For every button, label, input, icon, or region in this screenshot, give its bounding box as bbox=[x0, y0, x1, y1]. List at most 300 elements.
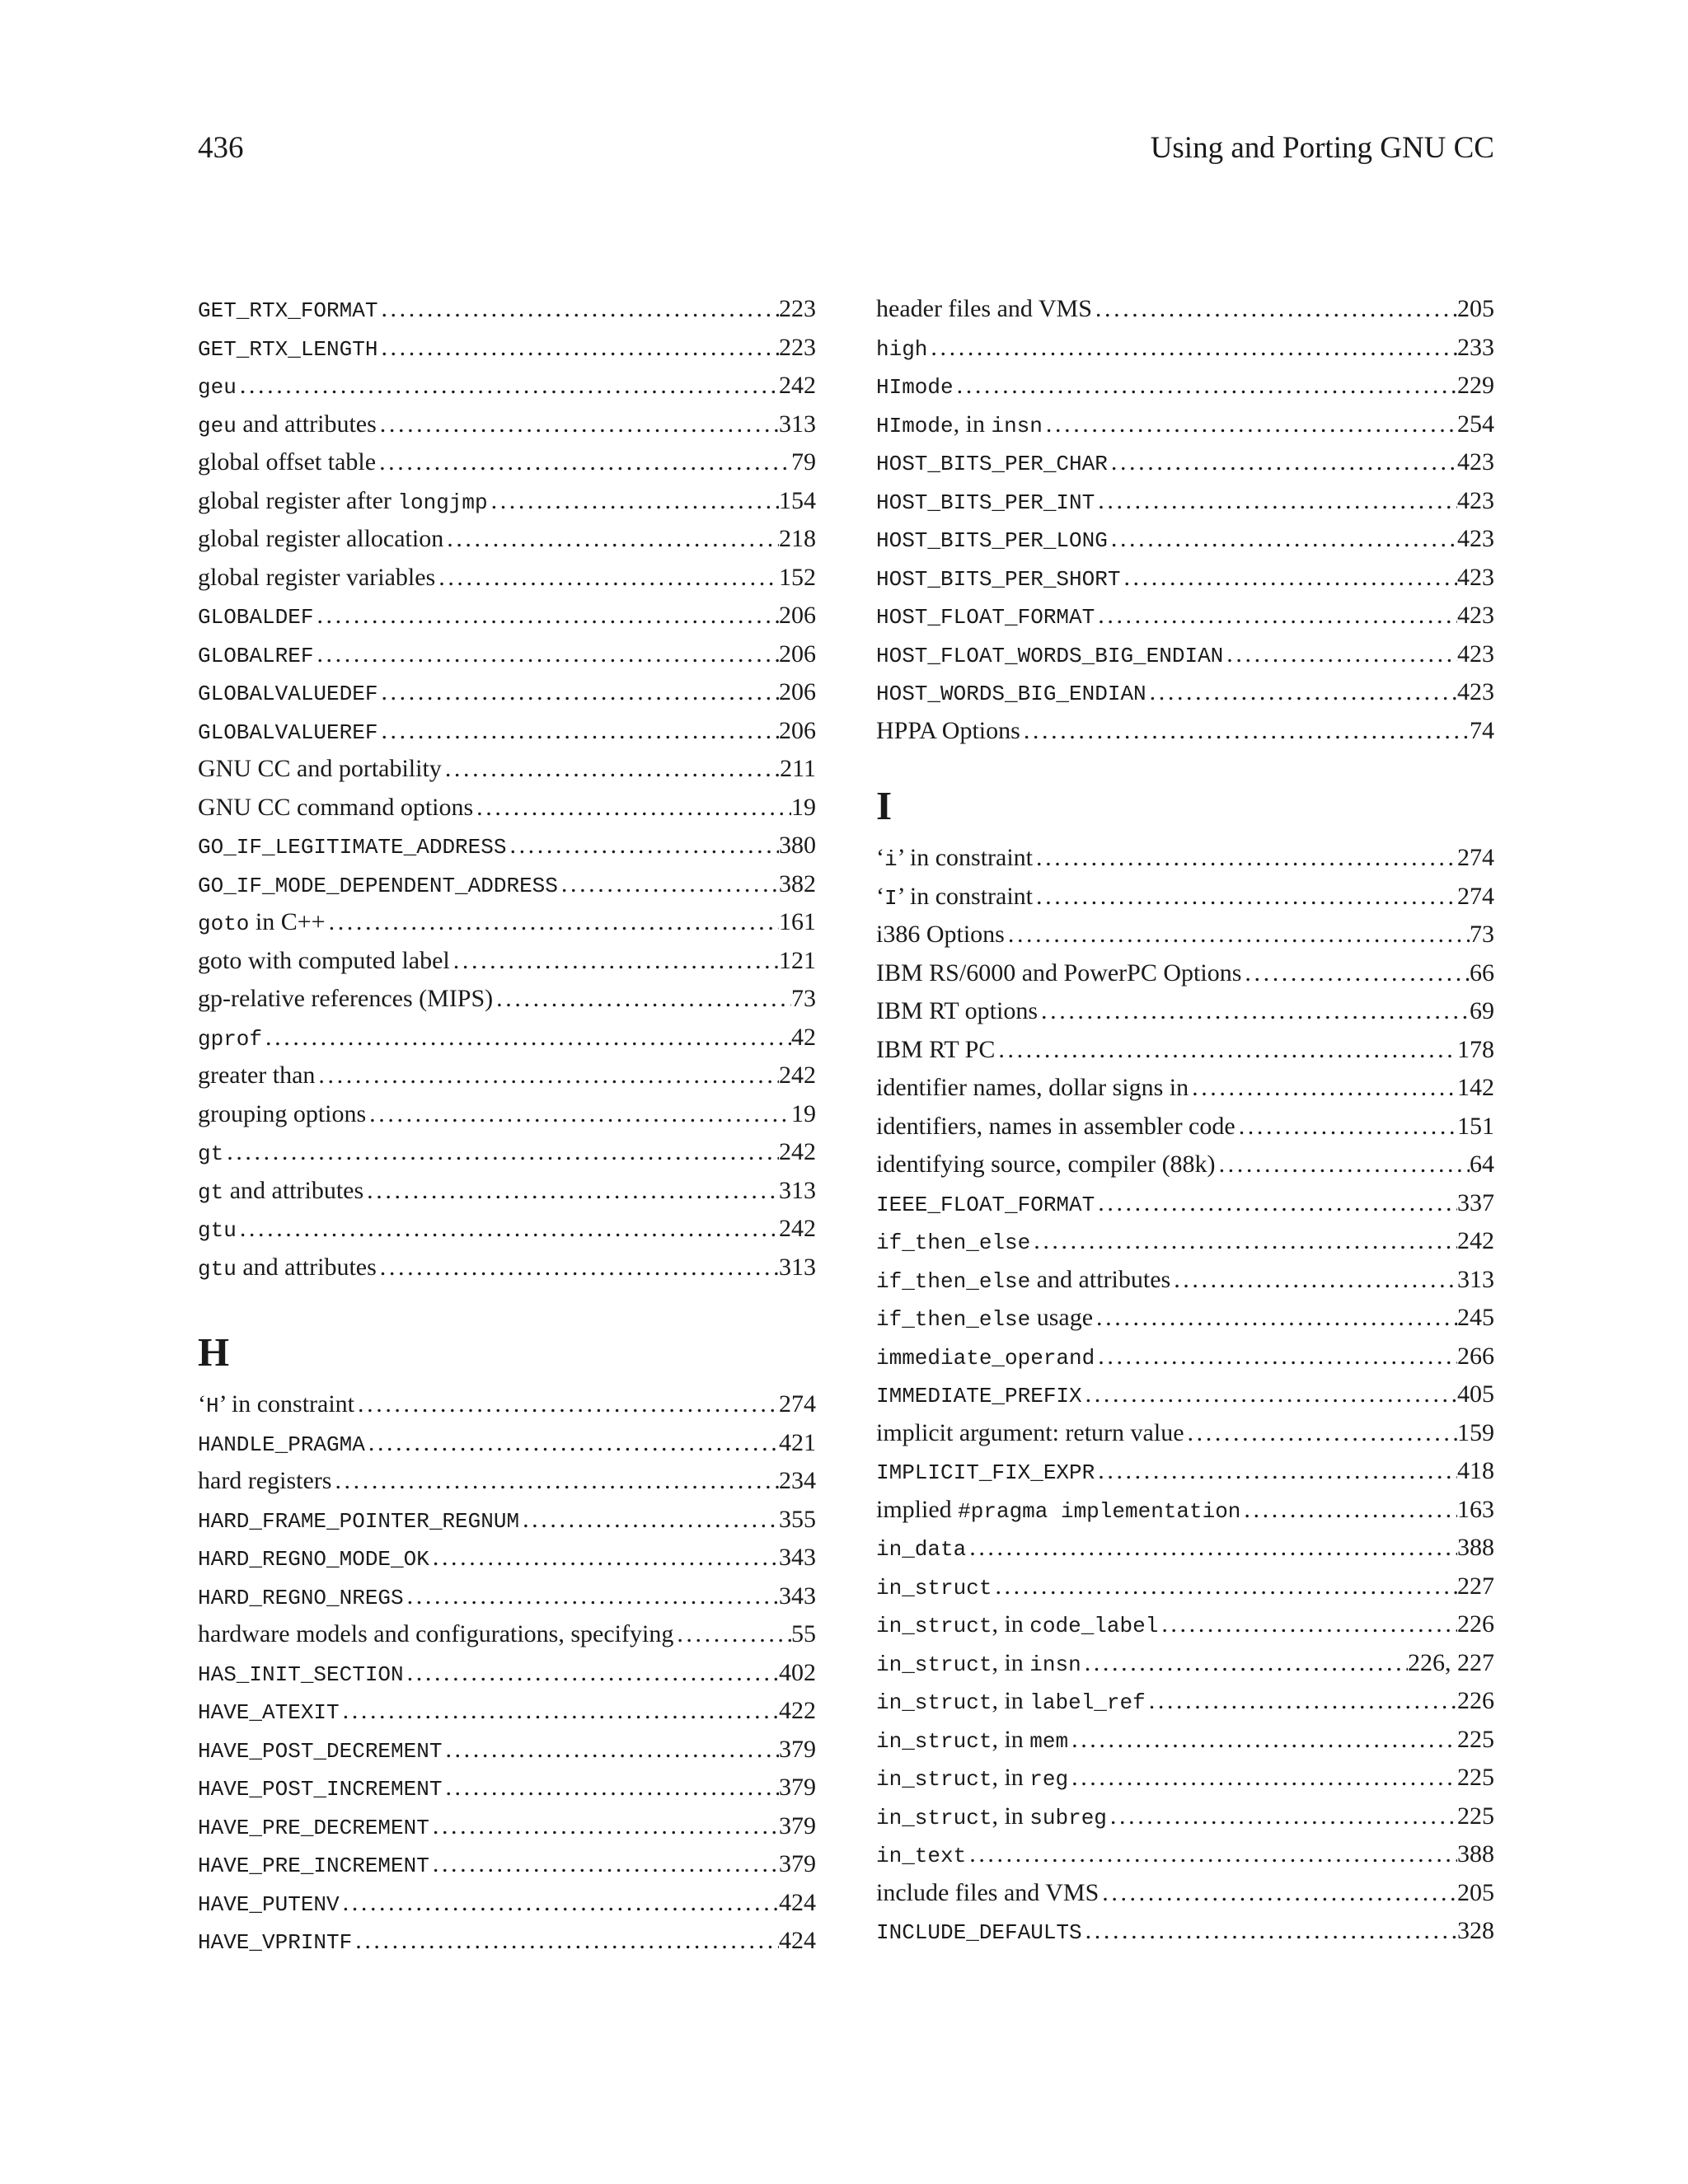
index-page-ref: 274 bbox=[1457, 882, 1494, 910]
dot-leader bbox=[1184, 1414, 1457, 1453]
index-term-text: in C++ bbox=[249, 908, 326, 935]
index-entry bbox=[198, 329, 816, 368]
dot-leader bbox=[1068, 1721, 1457, 1760]
index-term bbox=[198, 1807, 429, 1848]
index-term-code: in_struct bbox=[876, 1652, 992, 1677]
index-term-text: identifier names, dollar signs in bbox=[876, 1074, 1189, 1101]
index-term-text: ’ in constraint bbox=[897, 844, 1034, 871]
index-term-text: IBM RS/6000 and PowerPC Options bbox=[876, 958, 1242, 987]
index-term-code: longjmp bbox=[397, 490, 488, 515]
index-term bbox=[876, 878, 1033, 918]
index-page-ref: 234 bbox=[779, 1467, 816, 1494]
index-term bbox=[876, 1644, 1081, 1685]
index-term-text: , in bbox=[992, 1610, 1030, 1638]
index-entry bbox=[876, 1184, 1494, 1223]
dot-leader bbox=[450, 942, 779, 981]
index-entry bbox=[198, 827, 816, 865]
index-term-code: geu bbox=[198, 375, 237, 400]
dot-leader bbox=[365, 1424, 779, 1463]
index-page-ref: 405 bbox=[1457, 1380, 1494, 1408]
index-term-code: HARD_REGNO_NREGS bbox=[198, 1585, 404, 1610]
index-term bbox=[876, 1682, 1146, 1722]
index-entry bbox=[876, 1721, 1494, 1760]
index-term-text: GNU CC and portability bbox=[198, 755, 442, 782]
index-page-ref: 343 bbox=[779, 1544, 816, 1571]
index-entry bbox=[876, 1031, 1494, 1070]
index-term-text: greater than bbox=[198, 1062, 316, 1089]
dot-leader bbox=[340, 1692, 779, 1731]
index-page-ref: 159 bbox=[1457, 1418, 1494, 1446]
index-entry bbox=[198, 635, 816, 674]
index-term bbox=[198, 827, 506, 867]
index-term-text: global register after bbox=[198, 486, 398, 514]
dot-leader bbox=[377, 712, 779, 751]
index-page-ref: 42 bbox=[791, 1023, 816, 1051]
dot-leader bbox=[366, 1095, 791, 1134]
index-term bbox=[876, 992, 1038, 1031]
dot-leader bbox=[442, 1731, 779, 1769]
index-term-code: GET_RTX_LENGTH bbox=[198, 336, 378, 362]
dot-leader bbox=[519, 1501, 779, 1540]
index-term-text: ’ in constraint bbox=[218, 1390, 355, 1418]
dot-leader bbox=[443, 520, 779, 559]
index-term bbox=[198, 1133, 223, 1174]
index-term-code: HARD_REGNO_MODE_OK bbox=[198, 1547, 429, 1572]
index-term bbox=[198, 1615, 673, 1654]
index-term bbox=[876, 1759, 1068, 1799]
index-entry bbox=[876, 878, 1494, 916]
index-page-ref: 64 bbox=[1470, 1151, 1494, 1178]
index-term-code: HARD_FRAME_POINTER_REGNUM bbox=[198, 1508, 520, 1534]
index-term-text: hard registers bbox=[198, 1467, 332, 1494]
index-page-ref: 379 bbox=[779, 1850, 816, 1877]
index-entry bbox=[198, 1539, 816, 1577]
index-term-text: goto with computed label bbox=[198, 946, 450, 974]
index-term bbox=[876, 1414, 1184, 1453]
index-entry bbox=[876, 839, 1494, 878]
dot-leader bbox=[377, 1249, 779, 1287]
index-term bbox=[876, 1222, 1030, 1263]
index-page-ref: 151 bbox=[1457, 1112, 1494, 1140]
index-term bbox=[198, 1424, 365, 1465]
index-entry bbox=[876, 673, 1494, 712]
index-page-ref: 233 bbox=[1457, 333, 1494, 361]
index-term bbox=[876, 597, 1095, 637]
index-term bbox=[876, 1069, 1189, 1108]
index-term-code: HAVE_ATEXIT bbox=[198, 1700, 340, 1725]
section-letter-i: I bbox=[876, 783, 893, 828]
index-term bbox=[198, 1462, 331, 1501]
index-term-code: mem bbox=[1029, 1728, 1069, 1754]
index-term bbox=[876, 405, 1043, 446]
dot-leader bbox=[404, 1654, 779, 1693]
index-term bbox=[876, 1721, 1068, 1761]
dot-leader bbox=[326, 903, 779, 942]
dot-leader bbox=[1099, 1874, 1457, 1913]
index-term-text: HPPA Options bbox=[876, 716, 1020, 744]
index-page-ref: 388 bbox=[1457, 1534, 1494, 1561]
index-entry bbox=[198, 865, 816, 904]
index-term-code: HOST_BITS_PER_SHORT bbox=[876, 566, 1121, 592]
index-term-text: , in bbox=[992, 1648, 1030, 1676]
section-letter-h: H bbox=[198, 1329, 230, 1375]
index-entry bbox=[198, 443, 816, 482]
index-entry bbox=[198, 367, 816, 405]
index-term-text: header files and VMS bbox=[876, 295, 1092, 322]
dot-leader bbox=[1236, 1108, 1457, 1146]
index-entry bbox=[198, 482, 816, 521]
index-entry bbox=[876, 597, 1494, 635]
index-term bbox=[198, 1922, 352, 1962]
dot-leader bbox=[1107, 1797, 1457, 1836]
index-entry bbox=[198, 789, 816, 827]
dot-leader bbox=[354, 1385, 779, 1424]
index-page-ref: 225 bbox=[1457, 1802, 1494, 1830]
index-page-ref: 424 bbox=[779, 1927, 816, 1954]
index-entry bbox=[876, 1912, 1494, 1951]
index-column-right bbox=[876, 290, 1494, 1951]
index-page-ref: 229 bbox=[1457, 372, 1494, 399]
index-entry bbox=[198, 1731, 816, 1769]
index-entry bbox=[198, 942, 816, 981]
index-term-code: insn bbox=[1029, 1652, 1081, 1677]
index-page-ref: 313 bbox=[779, 1176, 816, 1204]
index-page-ref: 245 bbox=[1457, 1304, 1494, 1331]
index-term bbox=[876, 1108, 1236, 1146]
index-page-ref: 69 bbox=[1470, 997, 1494, 1024]
index-term bbox=[198, 1210, 237, 1250]
index-term bbox=[198, 290, 377, 330]
dot-leader bbox=[1082, 1912, 1457, 1951]
index-page-ref: 163 bbox=[1457, 1495, 1494, 1523]
index-page-ref: 178 bbox=[1457, 1035, 1494, 1063]
index-page-ref: 79 bbox=[791, 448, 816, 476]
index-term-code: I bbox=[884, 885, 898, 911]
index-term bbox=[198, 1539, 429, 1579]
index-entry bbox=[198, 1424, 816, 1463]
index-page-ref: 379 bbox=[779, 1735, 816, 1763]
dot-leader bbox=[442, 1769, 779, 1807]
index-term bbox=[876, 1146, 1216, 1184]
index-term-code: gt bbox=[198, 1179, 224, 1205]
dot-leader bbox=[1030, 1222, 1457, 1261]
index-term bbox=[876, 482, 1095, 523]
index-term-text: implicit argument: return value bbox=[876, 1418, 1184, 1446]
dot-leader bbox=[1033, 878, 1457, 916]
index-term bbox=[876, 673, 1146, 714]
index-entry bbox=[876, 1108, 1494, 1146]
index-page-ref: 422 bbox=[779, 1697, 816, 1724]
index-term-code: HAVE_PRE_DECREMENT bbox=[198, 1815, 429, 1840]
index-term-text: include files and VMS bbox=[876, 1878, 1100, 1906]
index-term bbox=[876, 1261, 1170, 1301]
dot-leader bbox=[377, 329, 779, 368]
index-entry bbox=[876, 443, 1494, 482]
index-page-ref: 254 bbox=[1457, 410, 1494, 438]
index-term-text: i386 Options bbox=[876, 921, 1005, 948]
dot-leader bbox=[363, 1172, 779, 1211]
index-term bbox=[198, 1884, 340, 1924]
index-entry bbox=[876, 1835, 1494, 1874]
index-page-ref: 423 bbox=[1457, 486, 1494, 514]
index-page-ref: 242 bbox=[779, 1215, 816, 1242]
book-title: Using and Porting GNU CC bbox=[1150, 131, 1494, 165]
dot-leader bbox=[1095, 597, 1457, 635]
index-page-ref: 152 bbox=[779, 563, 816, 591]
index-term-code: if_then_else bbox=[876, 1230, 1031, 1255]
index-page-ref: 242 bbox=[779, 372, 816, 399]
index-page-ref: 226 bbox=[1457, 1610, 1494, 1638]
index-entry bbox=[198, 1095, 816, 1134]
index-term-code: H bbox=[206, 1394, 219, 1418]
index-page-ref: 211 bbox=[780, 755, 816, 782]
index-page-ref: 328 bbox=[1457, 1917, 1494, 1944]
index-term bbox=[198, 1095, 366, 1134]
index-term-code: IMPLICIT_FIX_EXPR bbox=[876, 1460, 1095, 1485]
index-term bbox=[876, 559, 1120, 599]
index-term bbox=[198, 597, 313, 637]
dot-leader bbox=[1095, 1184, 1457, 1223]
index-entry bbox=[876, 367, 1494, 405]
index-term bbox=[198, 1654, 404, 1694]
index-term bbox=[198, 1501, 519, 1541]
index-term-text: , in bbox=[992, 1802, 1030, 1830]
index-term bbox=[876, 443, 1108, 484]
index-term bbox=[198, 673, 377, 714]
index-page-ref: 380 bbox=[779, 832, 816, 859]
index-term-code: HAVE_POST_INCREMENT bbox=[198, 1777, 443, 1802]
index-term-code: reg bbox=[1029, 1767, 1069, 1792]
index-term bbox=[876, 712, 1020, 751]
index-page-ref: 225 bbox=[1457, 1764, 1494, 1791]
index-term-code: goto bbox=[198, 912, 250, 936]
index-term-code: HAVE_POST_DECREMENT bbox=[198, 1738, 443, 1764]
index-term bbox=[198, 980, 493, 1019]
index-column-left bbox=[198, 290, 816, 1961]
dot-leader bbox=[1158, 1605, 1457, 1644]
index-term-text: , in bbox=[992, 1764, 1030, 1791]
index-page-ref: 423 bbox=[1457, 563, 1494, 591]
index-page-ref: 55 bbox=[791, 1620, 816, 1647]
index-page-ref: 218 bbox=[779, 525, 816, 552]
index-term-code: HAS_INIT_SECTION bbox=[198, 1661, 404, 1687]
page-number: 436 bbox=[198, 131, 244, 165]
index-entry bbox=[876, 1605, 1494, 1644]
dot-leader bbox=[954, 367, 1457, 405]
index-term-code: HOST_FLOAT_FORMAT bbox=[876, 605, 1095, 630]
index-term bbox=[198, 1019, 262, 1059]
index-term bbox=[876, 1797, 1107, 1838]
index-term-text: ‘ bbox=[876, 844, 884, 871]
dot-leader bbox=[1033, 839, 1457, 878]
index-entry bbox=[876, 1376, 1494, 1414]
index-term bbox=[876, 1568, 992, 1608]
index-term-code: #pragma implementation bbox=[958, 1498, 1241, 1524]
dot-leader bbox=[1223, 635, 1457, 674]
index-term-text: global offset table bbox=[198, 448, 377, 476]
index-term-code: insn bbox=[991, 413, 1043, 438]
index-term-text: , in bbox=[992, 1687, 1030, 1714]
dot-leader bbox=[1092, 290, 1457, 329]
dot-leader bbox=[404, 1577, 779, 1616]
index-page-ref: 423 bbox=[1457, 448, 1494, 476]
dot-leader bbox=[1216, 1146, 1470, 1184]
dot-leader bbox=[352, 1922, 779, 1961]
index-entry bbox=[876, 1299, 1494, 1338]
index-term bbox=[876, 635, 1223, 676]
index-term-code: gtu bbox=[198, 1218, 237, 1243]
dot-leader bbox=[262, 1019, 791, 1057]
index-entry bbox=[876, 1414, 1494, 1453]
index-term bbox=[198, 903, 326, 944]
index-entry bbox=[198, 1462, 816, 1501]
index-page-ref: 337 bbox=[1457, 1188, 1494, 1216]
index-term bbox=[198, 1731, 442, 1771]
index-entry bbox=[876, 329, 1494, 368]
index-term-code: label_ref bbox=[1029, 1690, 1146, 1715]
index-entry bbox=[198, 750, 816, 789]
index-term-code: gtu bbox=[198, 1256, 237, 1282]
dot-leader bbox=[429, 1845, 779, 1884]
index-term bbox=[198, 1385, 354, 1426]
dot-leader bbox=[313, 635, 779, 674]
index-term bbox=[198, 1769, 442, 1809]
dot-leader bbox=[435, 559, 779, 598]
dot-leader bbox=[1108, 520, 1457, 559]
index-page-ref: 74 bbox=[1470, 716, 1494, 744]
index-term bbox=[876, 290, 1092, 329]
dot-leader bbox=[1189, 1069, 1457, 1108]
index-page-ref: 402 bbox=[779, 1658, 816, 1686]
index-entry bbox=[876, 482, 1494, 521]
dot-leader bbox=[966, 1835, 1457, 1874]
index-entry bbox=[198, 1385, 816, 1424]
index-entry bbox=[876, 290, 1494, 329]
index-term bbox=[198, 520, 443, 559]
dot-leader bbox=[927, 329, 1457, 368]
index-term bbox=[198, 635, 313, 676]
index-term-code: HOST_BITS_PER_CHAR bbox=[876, 452, 1108, 476]
dot-leader bbox=[1120, 559, 1457, 598]
index-term-code: GLOBALDEF bbox=[198, 605, 314, 630]
index-term bbox=[876, 520, 1108, 560]
index-page-ref: 205 bbox=[1457, 295, 1494, 322]
index-term-text: , in bbox=[953, 410, 992, 438]
index-entry bbox=[198, 1133, 816, 1172]
index-term-code: GLOBALVALUEDEF bbox=[198, 682, 378, 706]
dot-leader bbox=[237, 1210, 779, 1249]
index-term bbox=[198, 750, 442, 789]
index-entry bbox=[876, 1568, 1494, 1606]
index-term-code: HAVE_PRE_INCREMENT bbox=[198, 1854, 429, 1878]
index-entry bbox=[198, 673, 816, 712]
index-term bbox=[876, 1874, 1099, 1913]
index-term bbox=[876, 329, 927, 369]
index-term bbox=[876, 1912, 1082, 1952]
dot-leader bbox=[1068, 1759, 1457, 1797]
index-term-code: in_struct bbox=[876, 1805, 992, 1830]
index-entry bbox=[876, 1261, 1494, 1300]
index-term-code: i bbox=[884, 847, 898, 872]
dot-leader bbox=[442, 750, 780, 789]
dot-leader bbox=[966, 1529, 1457, 1568]
index-entry bbox=[198, 520, 816, 559]
dot-leader bbox=[313, 597, 779, 635]
dot-leader bbox=[1081, 1644, 1408, 1683]
index-term-code: in_text bbox=[876, 1844, 967, 1868]
index-term-code: in_struct bbox=[876, 1575, 992, 1601]
index-page-ref: 355 bbox=[779, 1505, 816, 1533]
index-entry bbox=[198, 1615, 816, 1654]
index-entry bbox=[876, 1146, 1494, 1184]
index-term bbox=[198, 329, 377, 369]
dot-leader bbox=[1093, 1299, 1457, 1338]
index-term-code: if_then_else bbox=[876, 1268, 1031, 1294]
index-term-code: HANDLE_PRAGMA bbox=[198, 1432, 365, 1457]
index-page-ref: 73 bbox=[1470, 921, 1494, 948]
index-term-code: GO_IF_LEGITIMATE_ADDRESS bbox=[198, 835, 507, 860]
index-entry bbox=[876, 520, 1494, 559]
index-entry bbox=[198, 1769, 816, 1807]
index-page-ref: 121 bbox=[779, 946, 816, 974]
index-entry bbox=[198, 1577, 816, 1616]
index-page-ref: 206 bbox=[779, 640, 816, 668]
index-term bbox=[876, 1605, 1158, 1646]
index-entry bbox=[198, 1019, 816, 1057]
index-page-ref: 379 bbox=[779, 1811, 816, 1840]
index-term-code: HAVE_PUTENV bbox=[198, 1891, 340, 1917]
index-term-text: ’ in constraint bbox=[897, 882, 1034, 910]
dot-leader bbox=[1038, 992, 1470, 1031]
dot-leader bbox=[1082, 1376, 1457, 1414]
index-term-text: and attributes bbox=[223, 1176, 364, 1204]
index-term bbox=[876, 954, 1241, 993]
index-term-code: subreg bbox=[1029, 1805, 1107, 1830]
dot-leader bbox=[558, 865, 779, 904]
index-entry bbox=[876, 1529, 1494, 1568]
index-term bbox=[198, 865, 558, 906]
index-term-code: immediate_operand bbox=[876, 1345, 1095, 1371]
index-page-ref: 66 bbox=[1470, 958, 1494, 987]
dot-leader bbox=[1146, 673, 1457, 712]
index-term-text: ‘ bbox=[198, 1390, 206, 1418]
index-term-code: GLOBALREF bbox=[198, 643, 314, 668]
index-entry bbox=[876, 1644, 1494, 1683]
index-entry bbox=[198, 290, 816, 329]
dot-leader bbox=[992, 1568, 1457, 1606]
index-term bbox=[198, 712, 377, 752]
index-term-text: global register allocation bbox=[198, 525, 444, 552]
index-term-text: IBM RT options bbox=[876, 997, 1039, 1024]
index-page-ref: 274 bbox=[1457, 844, 1494, 871]
index-term bbox=[198, 1577, 404, 1618]
index-term-code: GO_IF_MODE_DEPENDENT_ADDRESS bbox=[198, 873, 558, 898]
index-page-ref: 142 bbox=[1457, 1074, 1494, 1101]
index-term-code: GLOBALVALUEREF bbox=[198, 719, 378, 745]
index-page-ref: 206 bbox=[779, 716, 816, 744]
dot-leader bbox=[331, 1462, 779, 1501]
dot-leader bbox=[377, 673, 779, 712]
index-term-text: , in bbox=[992, 1725, 1030, 1753]
index-page-ref: 242 bbox=[779, 1062, 816, 1089]
index-entry bbox=[198, 1807, 816, 1846]
index-entry bbox=[876, 559, 1494, 598]
index-term-text: gp-relative references (MIPS) bbox=[198, 985, 494, 1012]
index-page-ref: 205 bbox=[1457, 1878, 1494, 1906]
dot-leader bbox=[1095, 482, 1457, 521]
index-term bbox=[198, 789, 473, 827]
dot-leader bbox=[1240, 1491, 1457, 1530]
